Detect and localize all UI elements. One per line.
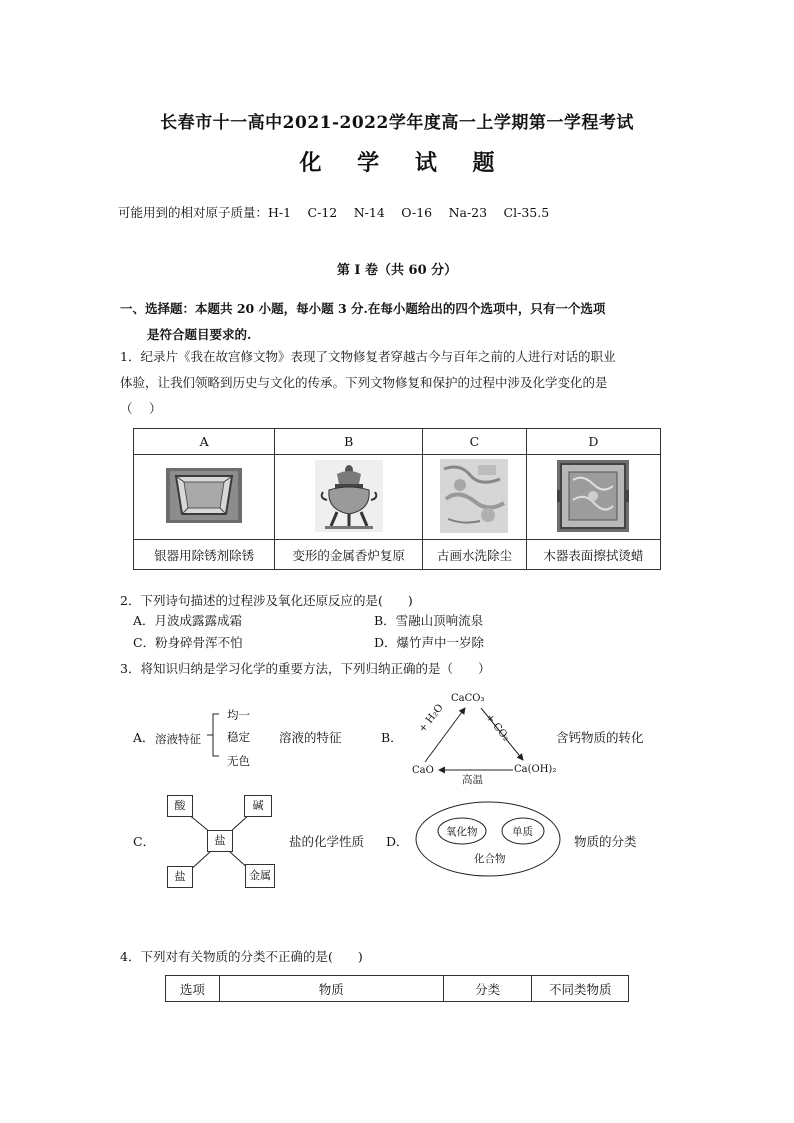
col-header: 分类 [443, 976, 532, 1002]
q3-option-b-desc: 含钙物质的转化 [556, 730, 644, 745]
q3-option-c-desc: 盐的化学性质 [289, 834, 365, 849]
corner-box-base: 碱 [244, 795, 272, 817]
caption-cell: 变形的金属香炉复原 [275, 540, 423, 570]
q1-stem-cont: 体验，让我们领略到历史与文化的传承。下列文物修复和保护的过程中涉及化学变化的是 [120, 375, 608, 390]
incense-burner-photo [315, 460, 383, 532]
corner-box-salt: 盐 [167, 866, 193, 888]
photo-cell [423, 455, 527, 540]
section-intro: 一、选择题：本题共 20 小题，每小题 3 分.在每小题给出的四个选项中，只有一个选项 [120, 301, 606, 316]
q1-answer-blank: （ ） [120, 401, 162, 416]
subject-char: 学 [357, 150, 380, 176]
outer-label-compound: 化合物 [474, 853, 506, 865]
branch-label: 稳定 [227, 730, 250, 744]
col-header: A [134, 429, 275, 455]
col-header: B [275, 429, 423, 455]
center-box-salt: 盐 [207, 830, 233, 852]
node-cao: CaO [412, 765, 434, 776]
subject-char: 试 [414, 150, 437, 176]
edge-label-heat: 高温 [462, 774, 483, 786]
exam-title: 长春市十一高中2021-2022学年度高一上学期第一学程考试 [160, 113, 634, 133]
caption-cell: 银器用除锈剂除锈 [134, 540, 275, 570]
subject-title [0, 146, 794, 177]
table-row [134, 540, 661, 570]
q3-option-d-letter: D． [386, 834, 409, 849]
photo-cell [526, 455, 660, 540]
silverware-photo [166, 468, 242, 523]
wooden-panel-photo [557, 460, 629, 532]
solution-feature-label: 溶液特征 [155, 732, 201, 746]
edge-label-co2: + CO₂ [483, 712, 512, 744]
edge-label-water: + H₂O [417, 702, 446, 735]
col-header: 选项 [166, 976, 220, 1002]
branch-label: 无色 [227, 754, 250, 768]
table-row [134, 429, 661, 455]
classification-diagram [414, 800, 562, 878]
painting-photo [440, 459, 508, 533]
q2-option-d: D．爆竹声中一岁除 [374, 635, 485, 650]
col-header: 不同类物质 [532, 976, 629, 1002]
photo-cell [134, 455, 275, 540]
col-header: D [526, 429, 660, 455]
inner-label-oxide: 氧化物 [446, 826, 478, 838]
col-header: C [423, 429, 527, 455]
node-caoh2: Ca(OH)₂ [514, 764, 557, 775]
q1-options-table [133, 428, 661, 570]
corner-box-metal: 金属 [245, 864, 275, 888]
brace-diagram [203, 708, 227, 762]
section-intro-cont: 是符合题目要求的. [147, 327, 252, 342]
branch-label: 均一 [227, 708, 250, 722]
subject-char: 题 [472, 150, 495, 176]
q3-option-b-letter: B． [381, 730, 403, 745]
node-caco3: CaCO₃ [451, 693, 485, 704]
inner-label-element: 单质 [512, 826, 533, 838]
q3-option-c-letter: C． [133, 834, 156, 849]
volume-heading: 第 Ⅰ 卷（共 60 分） [336, 263, 458, 278]
q4-stem: 4．下列对有关物质的分类不正确的是( ) [120, 949, 363, 964]
table-row [134, 455, 661, 540]
q2-option-a: A．月波成露露成霜 [133, 613, 243, 628]
q2-option-b: B．雪融山顶响流泉 [374, 613, 484, 628]
caption-cell: 古画水洗除尘 [423, 540, 527, 570]
corner-box-acid: 酸 [167, 795, 193, 817]
q3-option-d-desc: 物质的分类 [574, 834, 637, 849]
q3-option-a-desc: 溶液的特征 [279, 730, 342, 745]
atomic-masses: 可能用到的相对原子质量：H-1 C-12 N-14 O-16 Na-23 Cl-35.5 [118, 205, 550, 220]
q4-table [165, 975, 629, 1002]
photo-cell [275, 455, 423, 540]
q2-option-c: C．粉身碎骨浑不怕 [133, 635, 243, 650]
caption-cell: 木器表面擦拭烫蜡 [526, 540, 660, 570]
q2-stem: 2．下列诗句描述的过程涉及氧化还原反应的是( ) [120, 593, 413, 608]
table-row [166, 976, 629, 1002]
col-header: 物质 [219, 976, 443, 1002]
q3-stem: 3．将知识归纳是学习化学的重要方法，下列归纳正确的是（ ） [120, 661, 491, 676]
subject-char: 化 [299, 150, 322, 176]
q1-stem: 1．纪录片《我在故宫修文物》表现了文物修复者穿越古今与百年之前的人进行对话的职业 [120, 349, 616, 364]
q3-option-a-letter: A． [133, 730, 155, 745]
